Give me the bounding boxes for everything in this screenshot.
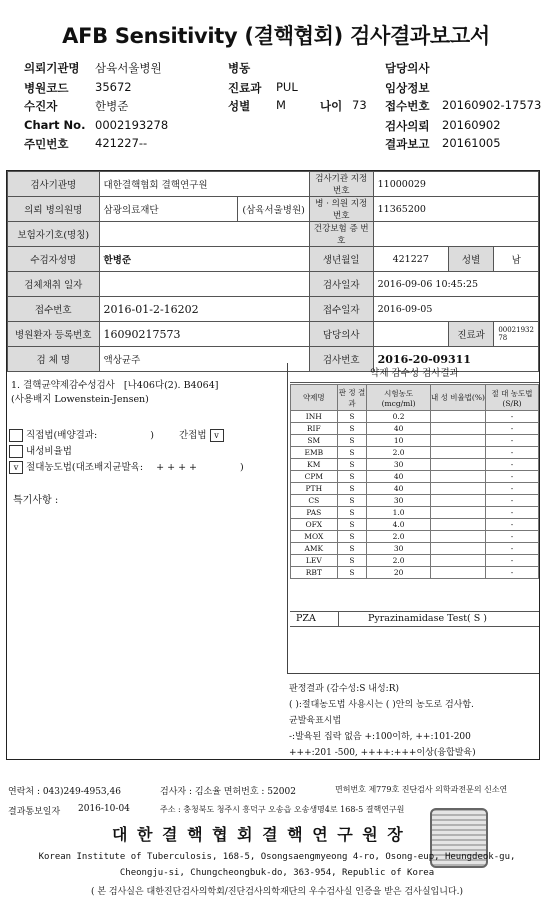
drug-row xyxy=(291,447,539,459)
header-value: 삼육서울병원 xyxy=(95,61,162,75)
cell-label: 진료과 xyxy=(448,322,493,347)
drug-cell: - xyxy=(485,447,538,459)
drug-cell: RIF xyxy=(291,423,338,435)
cell-label: 보험자기호(명칭) xyxy=(8,222,100,247)
header-label: 수진자 xyxy=(24,99,58,113)
drug-row xyxy=(291,483,539,495)
header-label: 병동 xyxy=(228,61,251,75)
report-date-label: 결과통보일자 xyxy=(8,807,61,817)
drug-cell: 40 xyxy=(367,423,431,435)
header-label: 담당의사 xyxy=(385,61,430,75)
english-address: Korean Institute of Tuberculosis, 168-5, Osongsaengmyeong 4-ro, Osong-eup, Heungdeok-gu, xyxy=(38,852,516,862)
header-label: 나이 xyxy=(320,99,343,113)
drug-cell: MOX xyxy=(291,531,338,543)
drug-cell: S xyxy=(337,471,367,483)
header-label: 접수번호 xyxy=(385,99,430,113)
header-label: 의뢰기관명 xyxy=(24,61,80,75)
header-label: 검사의뢰 xyxy=(385,119,430,133)
certification-note: ( 본 검사실은 대한진단검사의학회/진단검사의학재단의 우수검사실 인증을 받은 검사실입니다.) xyxy=(90,887,463,897)
header-value: 20161005 xyxy=(442,136,501,150)
cell-value: 2016-09-06 10:45:25 xyxy=(373,272,538,297)
drug-cell: - xyxy=(485,423,538,435)
drug-row xyxy=(291,543,539,555)
cell-label: 성별 xyxy=(448,247,493,272)
drug-cell: PTH xyxy=(291,483,338,495)
pza-label: PZA xyxy=(296,613,316,624)
cell-label: 병원환자 등록번호 xyxy=(8,322,100,347)
drug-cell: 2.0 xyxy=(367,555,431,567)
drug-cell: - xyxy=(485,543,538,555)
drug-cell: CS xyxy=(291,495,338,507)
cell-value: 남 xyxy=(494,247,539,272)
drug-cell: 40 xyxy=(367,483,431,495)
cell-value: 삼광의료재단 xyxy=(99,197,238,222)
legend-line: ( ):절대농도법 사용시는 ( )안의 농도로 검사함. xyxy=(289,700,474,710)
drug-cell: S xyxy=(337,567,367,579)
contact-text: 연락처 : 043)249-4953,46 xyxy=(8,787,121,797)
cell-label: 접수일자 xyxy=(309,297,373,322)
drug-cell: RBT xyxy=(291,567,338,579)
header-value: 73 xyxy=(352,98,367,112)
drug-cell: INH xyxy=(291,411,338,423)
method-options xyxy=(9,427,285,474)
drug-cell: - xyxy=(485,567,538,579)
scanned-report xyxy=(6,170,540,760)
drug-cell: OFX xyxy=(291,519,338,531)
drug-cell: 2.0 xyxy=(367,531,431,543)
cell-value xyxy=(99,222,309,247)
method-label: ) xyxy=(240,462,244,473)
drug-cell xyxy=(430,483,485,495)
drug-cell xyxy=(430,531,485,543)
cell-value: 11365200 xyxy=(373,197,538,222)
method-section xyxy=(11,377,287,405)
address-text: 주소 : 충청북도 청주시 흥덕구 오송읍 오송생명4로 168-5 결핵연구원 xyxy=(160,805,405,814)
pza-result: Pyrazinamidase Test( S ) xyxy=(368,613,487,624)
method-label: 간접법 xyxy=(178,430,207,441)
method-label: 내성비율법 xyxy=(26,446,72,457)
cell-value: 16090217573 xyxy=(99,322,309,347)
header-value: 20160902-17573 xyxy=(442,98,542,112)
header-label: Chart No. xyxy=(24,118,86,132)
header-value: 20160902 xyxy=(442,118,501,132)
drug-cell: CPM xyxy=(291,471,338,483)
test-code: [나406다(2). B4064] xyxy=(123,380,219,391)
drug-cell xyxy=(430,519,485,531)
drug-cell: - xyxy=(485,483,538,495)
director-text: 면허번호 제779호 진단검사 의학과전문의 신소연 xyxy=(335,785,508,794)
cell-label: 검체채취 일자 xyxy=(8,272,100,297)
drug-cell: LEV xyxy=(291,555,338,567)
header-value: 0002193278 xyxy=(95,118,169,132)
drug-cell: - xyxy=(485,507,538,519)
drug-cell xyxy=(430,567,485,579)
method-label: ) xyxy=(150,430,154,441)
cell-value xyxy=(373,322,448,347)
header-label: 병원코드 xyxy=(24,81,69,95)
institute-name: 대 한 결 핵 협 회 결 핵 연 구 원 장 xyxy=(112,825,405,844)
header-label: 진료과 xyxy=(228,81,262,95)
cell-label: 검 체 명 xyxy=(8,347,100,372)
drug-row xyxy=(291,531,539,543)
method-label: 직접법(배양결과: xyxy=(26,430,98,441)
drug-cell: S xyxy=(337,411,367,423)
checkbox xyxy=(9,445,23,458)
col-header: 시험농도 (mcg/ml) xyxy=(367,385,431,411)
cell-label: 건강보험 증 번 호 xyxy=(309,222,373,247)
drug-cell xyxy=(430,447,485,459)
drug-cell xyxy=(430,423,485,435)
medium-text: (사용배지 Lowenstein-Jensen) xyxy=(11,394,149,405)
drug-cell: KM xyxy=(291,459,338,471)
pza-row xyxy=(290,611,539,627)
drug-cell: S xyxy=(337,555,367,567)
drug-cell xyxy=(430,495,485,507)
remarks-label: 특기사항 : xyxy=(13,495,59,506)
drug-cell: S xyxy=(337,483,367,495)
drug-row xyxy=(291,519,539,531)
drug-cell: S xyxy=(337,519,367,531)
drug-cell: 1.0 xyxy=(367,507,431,519)
method-label: 절대농도법(대조배지균발육: xyxy=(26,462,144,473)
cell-label: 검사기관 지정번호 xyxy=(309,172,373,197)
header-value: 한병준 xyxy=(95,99,129,113)
cell-value: 2016-01-2-16202 xyxy=(99,297,309,322)
cell-value: 00021932 78 xyxy=(494,322,539,347)
legend-line: 균발육표시법 xyxy=(289,716,342,726)
column-divider xyxy=(287,363,288,673)
drug-row xyxy=(291,555,539,567)
col-header: 약제명 xyxy=(291,385,338,411)
drug-cell: 30 xyxy=(367,543,431,555)
sensitivity-table xyxy=(290,384,539,579)
cell-value: 액상균주 xyxy=(99,347,309,372)
drug-cell: - xyxy=(485,519,538,531)
header-value: M xyxy=(276,98,286,112)
page-title: AFB Sensitivity (결핵협회) 검사결과보고서 xyxy=(62,24,490,48)
drug-cell: 30 xyxy=(367,459,431,471)
cell-value: 대한결핵협회 결핵연구원 xyxy=(99,172,309,197)
cell-label: 병 · 의원 지정번호 xyxy=(309,197,373,222)
drug-row xyxy=(291,471,539,483)
drug-row xyxy=(291,567,539,579)
header-label: 성별 xyxy=(228,99,251,113)
examiner-text: 검사자 : 김소율 면허번호 : 52002 xyxy=(160,787,296,797)
header-label: 주민번호 xyxy=(24,137,69,151)
drug-cell xyxy=(430,543,485,555)
report-date: 2016-10-04 xyxy=(78,804,130,814)
drug-cell: 30 xyxy=(367,495,431,507)
drug-cell: 2.0 xyxy=(367,447,431,459)
drug-cell: PAS xyxy=(291,507,338,519)
cell-value: (삼육서울병원) xyxy=(238,197,309,222)
drug-row xyxy=(291,435,539,447)
drug-cell: - xyxy=(485,411,538,423)
drug-cell: S xyxy=(337,495,367,507)
drug-cell: 0.2 xyxy=(367,411,431,423)
drug-cell: S xyxy=(337,507,367,519)
drug-cell: AMK xyxy=(291,543,338,555)
checkbox-checked: v xyxy=(9,461,23,474)
drug-cell: 20 xyxy=(367,567,431,579)
col-header: 절 대 농도법(S/R) xyxy=(485,385,538,411)
judgement-legend xyxy=(289,681,476,761)
drug-row xyxy=(291,423,539,435)
header-label: 결과보고 xyxy=(385,137,430,151)
header-value: 421227-- xyxy=(95,136,148,150)
checkbox xyxy=(9,429,23,442)
cell-value: 2016-20-09311 xyxy=(373,347,538,372)
drug-cell: S xyxy=(337,423,367,435)
col-header: 내 성 비율법(%) xyxy=(430,385,485,411)
cell-label: 의뢰 병의원명 xyxy=(8,197,100,222)
header-value: 35672 xyxy=(95,80,132,94)
test-title: 1. 결핵균약제감수성검사 xyxy=(11,380,115,391)
cell-value: 11000029 xyxy=(373,172,538,197)
patient-info-table xyxy=(7,171,539,372)
drug-cell xyxy=(430,459,485,471)
drug-cell: - xyxy=(485,495,538,507)
cell-value: 2016-09-05 xyxy=(373,297,538,322)
drug-row xyxy=(291,459,539,471)
cell-value: 한병준 xyxy=(99,247,309,272)
drug-cell: EMB xyxy=(291,447,338,459)
cell-label: 검사번호 xyxy=(309,347,373,372)
sensitivity-caption: 약제 감수성 검사결과 xyxy=(290,365,539,383)
drug-cell xyxy=(430,555,485,567)
drug-cell: S xyxy=(337,435,367,447)
legend-line: -:발육된 집락 없음 +:100이하, ++:101-200 xyxy=(289,732,471,742)
cell-label: 담당의사 xyxy=(309,322,373,347)
english-address: Cheongju-si, Chungcheongbuk-do, 363-954, Republic of Korea xyxy=(119,868,435,878)
cell-label: 수검자성명 xyxy=(8,247,100,272)
checkbox-checked: v xyxy=(210,429,224,442)
drug-cell xyxy=(430,507,485,519)
cell-label: 검사일자 xyxy=(309,272,373,297)
drug-cell: - xyxy=(485,555,538,567)
cell-value xyxy=(373,222,538,247)
drug-cell: - xyxy=(485,531,538,543)
drug-cell xyxy=(430,435,485,447)
drug-cell: S xyxy=(337,531,367,543)
legend-line: +++:201 -500, ++++:+++이상(융합발육) xyxy=(289,748,476,758)
legend-line: 판정결과 (감수성:S 내성:R) xyxy=(289,684,399,694)
cell-value: 421227 xyxy=(373,247,448,272)
header-value: PUL xyxy=(276,80,298,94)
cell-label: 검사기관명 xyxy=(8,172,100,197)
col-header: 판 정 결 과 xyxy=(337,385,367,411)
header-label: 임상정보 xyxy=(385,81,430,95)
cell-value xyxy=(99,272,309,297)
drug-cell: SM xyxy=(291,435,338,447)
drug-row xyxy=(291,507,539,519)
drug-cell: S xyxy=(337,447,367,459)
drug-cell xyxy=(430,471,485,483)
drug-cell: - xyxy=(485,471,538,483)
drug-cell: S xyxy=(337,459,367,471)
cell-label: 접수번호 xyxy=(8,297,100,322)
drug-cell: - xyxy=(485,459,538,471)
drug-cell xyxy=(430,411,485,423)
drug-cell: 40 xyxy=(367,471,431,483)
cell-label: 생년월일 xyxy=(309,247,373,272)
drug-cell: S xyxy=(337,543,367,555)
growth-value: + + + + xyxy=(156,462,198,473)
drug-row xyxy=(291,411,539,423)
drug-cell: 4.0 xyxy=(367,519,431,531)
drug-cell: - xyxy=(485,435,538,447)
drug-cell: 10 xyxy=(367,435,431,447)
drug-row xyxy=(291,495,539,507)
